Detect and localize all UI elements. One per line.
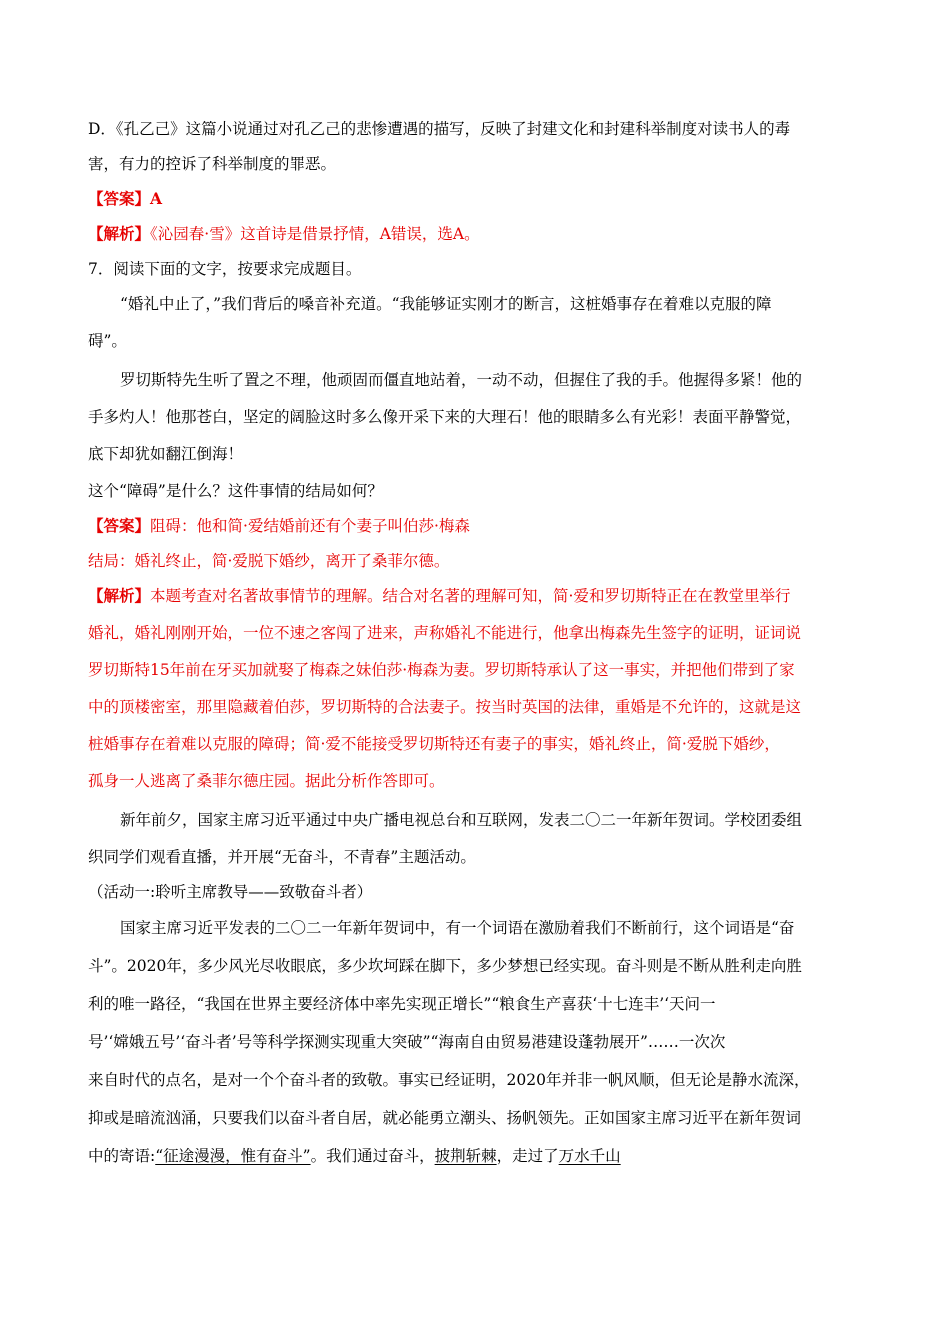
answer-label: 【答案】	[88, 189, 151, 208]
analysis-label: 【解析】	[88, 586, 151, 605]
q6-analysis	[88, 224, 863, 244]
passage-text: 中的寄语:	[88, 1147, 156, 1165]
q6-answer	[88, 189, 863, 209]
passage-text: 。我们通过奋斗，	[310, 1147, 435, 1165]
passage-line-3: 利的唯一路径，“我国在世界主要经济体中率先实现正增长”“粮食生产喜获‘十七连丰’‘天问一	[88, 995, 716, 1013]
passage-p1-line-1: “婚礼中止了，”我们背后的嗓音补充道。“我能够证实刚才的断言，这桩婚事存在着难以克服的障	[120, 295, 772, 313]
q7-analysis-line-4: 中的顶楼密室，那里隐藏着伯莎，罗切斯特的合法妻子。按当时英国的法律，重婚是不允许的，这就是这	[88, 698, 802, 716]
option-d-line-1: D．《孔乙己》这篇小说通过对孔乙己的悲惨遭遇的描写，反映了封建文化和封建科举制度对读书人的毒	[88, 120, 791, 138]
underlined-phrase-3: 万水千山	[558, 1147, 621, 1165]
passage-text: ，走过了	[496, 1147, 559, 1165]
analysis-text: 《沁园春·雪》这首诗是借景抒情，A错误，选A。	[150, 225, 480, 243]
q7-analysis-line-1	[88, 586, 863, 606]
analysis-text: 本题考查对名著故事情节的理解。结合对名著的理解可知，简·爱和罗切斯特正在在教堂里举行	[150, 587, 791, 605]
passage-line-6: 抑或是暗流汹涌，只要我们以奋斗者自居，就必能勇立潮头、扬帆领先。正如国家主席习近平在新年贺词	[88, 1109, 802, 1127]
q7-question: 这个“障碍”是什么？这件事情的结局如何？	[88, 482, 383, 500]
underlined-phrase-2: 披荆斩棘	[434, 1147, 497, 1165]
q7-analysis-line-3: 罗切斯特15年前在牙买加就娶了梅森之妹伯莎·梅森为妻。罗切斯特承认了这一事实，并把他们带到了家	[88, 661, 795, 679]
answer-value: A	[150, 189, 163, 208]
answer-text: 阻碍：他和简·爱结婚前还有个妻子叫伯莎·梅森	[150, 517, 470, 535]
option-d-line-2: 害，有力的控诉了科举制度的罪恶。	[88, 155, 337, 173]
section-intro-line-2: 织同学们观看直播，并开展“无奋斗，不青春”主题活动。	[88, 848, 476, 866]
analysis-label: 【解析】	[88, 224, 151, 243]
section-intro-line-1: 新年前夕，国家主席习近平通过中央广播电视总台和互联网，发表二〇二一年新年贺词。学校团委组	[120, 811, 803, 829]
passage-line-5: 来自时代的点名，是对一个个奋斗者的致敬。事实已经证明，2020年并非一帆风顺，但无论是静水流深，	[88, 1071, 810, 1089]
activity-title: （活动一:聆听主席教导——致敬奋斗者）	[88, 883, 373, 901]
q7-answer-line-2: 结局：婚礼终止，简·爱脱下婚纱，离开了桑菲尔德。	[88, 552, 450, 570]
passage-line-7	[88, 1146, 863, 1166]
passage-line-2: 斗”。2020年，多少风光尽收眼底，多少坎坷踩在脚下，多少梦想已经实现。奋斗则是不断从胜利走向胜	[88, 957, 802, 975]
passage-line-4: 号’‘嫦娥五号’‘奋斗者’号等科学探测实现重大突破”“海南自由贸易港建设蓬勃展开”……一次次	[88, 1033, 726, 1051]
q7-answer-line-1	[88, 516, 863, 536]
answer-label: 【答案】	[88, 516, 151, 535]
passage-p1-line-2: 碍”。	[88, 332, 127, 350]
q7-title: 7．阅读下面的文字，按要求完成题目。	[88, 260, 362, 278]
passage-p2-line-2: 手多灼人！他那苍白，坚定的阔脸这时多么像开采下来的大理石！他的眼睛多么有光彩！表面平静警觉，	[88, 408, 802, 426]
passage-p2-line-1: 罗切斯特先生听了置之不理，他顽固而僵直地站着，一动不动，但握住了我的手。他握得多紧！他的	[120, 371, 803, 389]
q7-analysis-line-2: 婚礼，婚礼刚刚开始，一位不速之客闯了进来，声称婚礼不能进行，他拿出梅森先生签字的证明，证词说	[88, 624, 802, 642]
passage-p2-line-3: 底下却犹如翻江倒海！	[88, 445, 244, 463]
q7-analysis-line-5: 桩婚事存在着难以克服的障碍；简·爱不能接受罗切斯特还有妻子的事实，婚礼终止，简·爱脱下婚纱，	[88, 735, 780, 753]
underlined-phrase-1: “征途漫漫，惟有奋斗”	[155, 1147, 311, 1165]
passage-line-1: 国家主席习近平发表的二〇二一年新年贺词中，有一个词语在激励着我们不断前行，这个词语是“奋	[120, 919, 795, 937]
q7-analysis-line-6: 孤身一人逃离了桑菲尔德庄园。据此分析作答即可。	[88, 772, 445, 790]
